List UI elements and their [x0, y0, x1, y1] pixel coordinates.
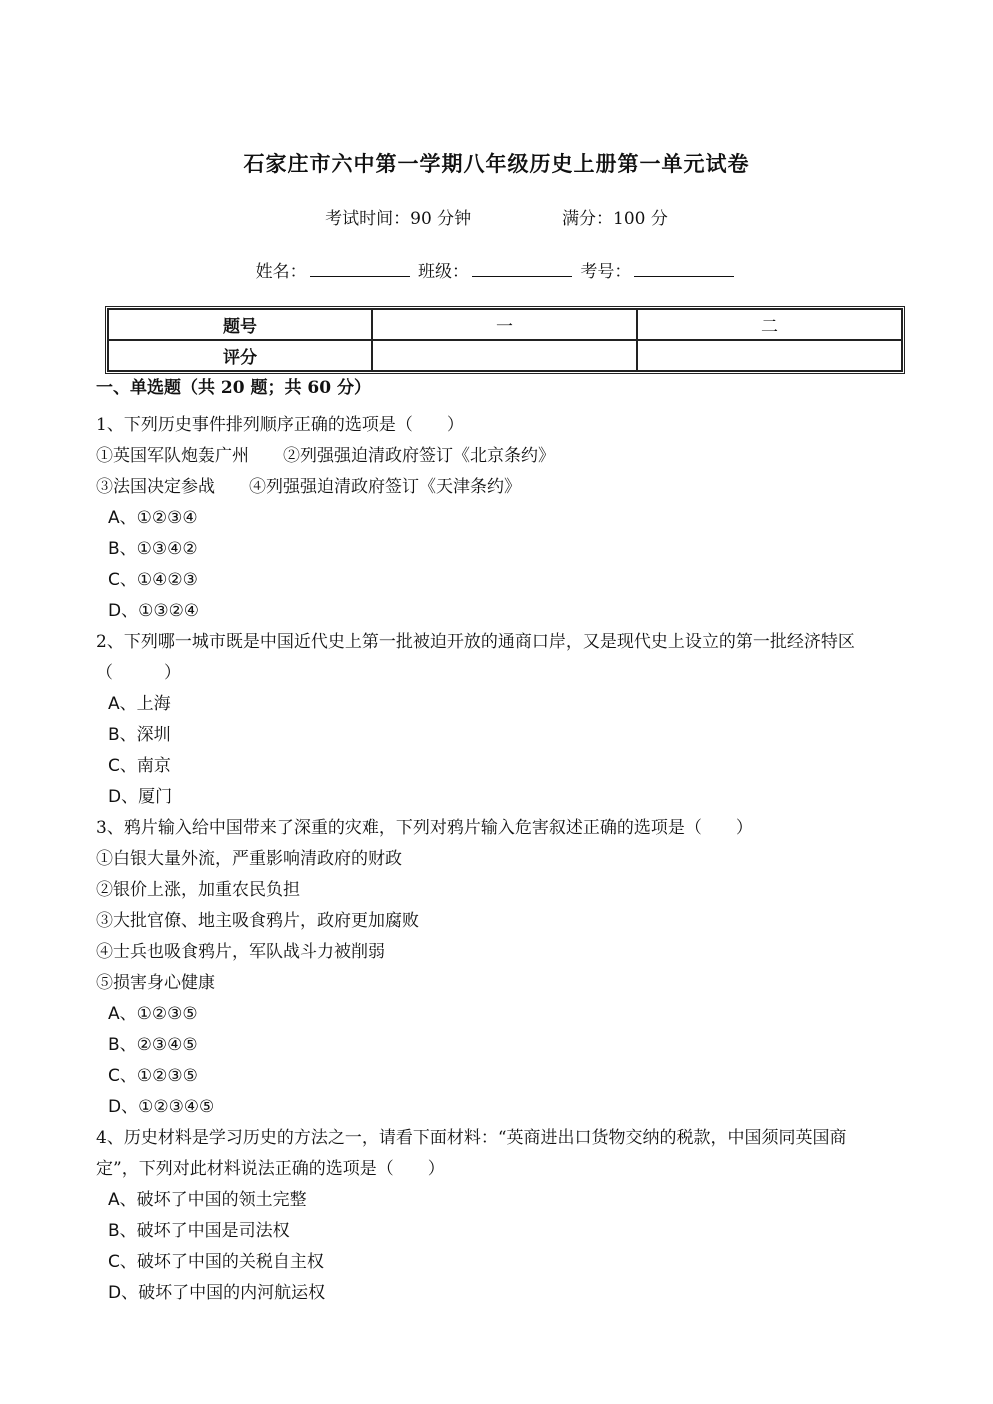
- option-b[interactable]: B、深圳: [108, 725, 171, 745]
- name-blank[interactable]: [310, 260, 410, 277]
- question-text: 3、鸦片输入给中国带来了深重的灾难，下列对鸦片输入危害叙述正确的选项是（ ）: [96, 818, 753, 838]
- question-statement: ③法国决定参战 ④列强强迫清政府签订《天津条约》: [96, 477, 521, 497]
- question-text: 4、历史材料是学习历史的方法之一，请看下面材料：“英商进出口货物交纳的税款，中国须同英国商: [96, 1128, 847, 1148]
- option-b[interactable]: B、①③④②: [108, 539, 198, 559]
- question-statement: ⑤损害身心健康: [96, 973, 215, 993]
- option-b[interactable]: B、破坏了中国是司法权: [108, 1221, 290, 1241]
- score-cell-section1[interactable]: [372, 340, 637, 371]
- question-2: [96, 627, 886, 813]
- option-a[interactable]: A、上海: [108, 694, 171, 714]
- option-a[interactable]: A、破坏了中国的领土完整: [108, 1190, 307, 1210]
- student-info-row: [0, 257, 993, 282]
- question-list: [96, 410, 886, 1309]
- question-statement: ④士兵也吸食鸦片，军队战斗力被削弱: [96, 942, 385, 962]
- option-d[interactable]: D、①②③④⑤: [108, 1097, 215, 1117]
- option-a[interactable]: A、①②③④: [108, 508, 198, 528]
- question-statement: ③大批官僚、地主吸食鸦片，政府更加腐败: [96, 911, 419, 931]
- option-c[interactable]: C、破坏了中国的关税自主权: [108, 1252, 324, 1272]
- question-text: 2、下列哪一城市既是中国近代史上第一批被迫开放的通商口岸，又是现代史上设立的第一批经济特区: [96, 632, 855, 652]
- full-score: 满分：100 分: [562, 209, 668, 229]
- option-d[interactable]: D、①③②④: [108, 601, 200, 621]
- option-d[interactable]: D、破坏了中国的内河航运权: [108, 1283, 326, 1303]
- question-statement: ②银价上涨，加重农民负担: [96, 880, 300, 900]
- option-b[interactable]: B、②③④⑤: [108, 1035, 198, 1055]
- section-heading: 一、单选题（共 20 题；共 60 分）: [96, 378, 371, 398]
- question-text: （ ）: [96, 663, 181, 683]
- exam-title: 石家庄市六中第一学期八年级历史上册第一单元试卷: [243, 151, 750, 176]
- id-blank[interactable]: [634, 260, 734, 277]
- score-table-cell: 一: [372, 309, 637, 340]
- score-table-header-row: [108, 309, 902, 340]
- question-text: 1、下列历史事件排列顺序正确的选项是（ ）: [96, 415, 464, 435]
- question-4: [96, 1123, 886, 1309]
- score-cell-section2[interactable]: [637, 340, 902, 371]
- name-label: 姓名：: [255, 262, 307, 282]
- question-text: 定”，下列对此材料说法正确的选项是（ ）: [96, 1159, 445, 1179]
- question-1: [96, 410, 886, 627]
- score-table: [105, 306, 905, 374]
- question-statement: ①白银大量外流，严重影响清政府的财政: [96, 849, 402, 869]
- question-3: [96, 813, 886, 1123]
- exam-meta: [0, 204, 993, 229]
- id-label: 考号：: [580, 262, 632, 282]
- option-a[interactable]: A、①②③⑤: [108, 1004, 198, 1024]
- option-d[interactable]: D、厦门: [108, 787, 173, 807]
- option-c[interactable]: C、①②③⑤: [108, 1066, 198, 1086]
- score-table-cell: 评分: [108, 340, 372, 371]
- option-c[interactable]: C、南京: [108, 756, 171, 776]
- exam-time: 考试时间：90 分钟: [325, 209, 472, 229]
- score-table-cell: 二: [637, 309, 902, 340]
- class-label: 班级：: [418, 262, 469, 282]
- score-table-score-row: [108, 340, 902, 371]
- question-statement: ①英国军队炮轰广州 ②列强强迫清政府签订《北京条约》: [96, 446, 555, 466]
- option-c[interactable]: C、①④②③: [108, 570, 198, 590]
- score-table-cell: 题号: [108, 309, 372, 340]
- class-blank[interactable]: [472, 260, 572, 277]
